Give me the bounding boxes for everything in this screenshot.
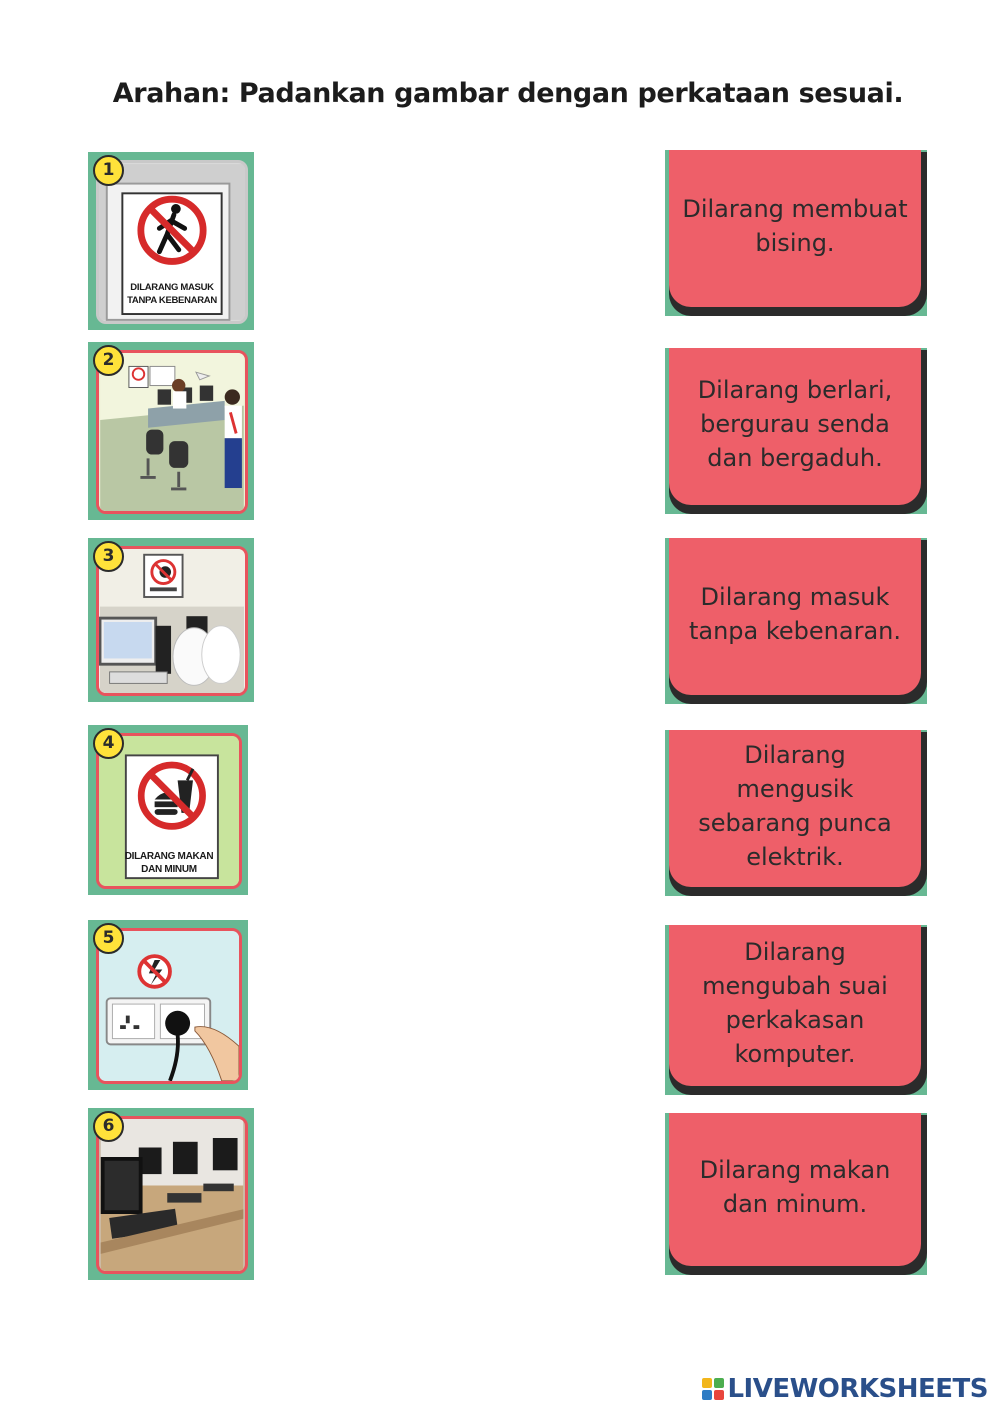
picture-5[interactable] <box>88 920 248 1090</box>
answer-card-2[interactable] <box>665 348 927 514</box>
number-badge: 4 <box>93 728 124 759</box>
answer-card-3[interactable] <box>665 538 927 704</box>
answer-card-1[interactable] <box>665 150 927 316</box>
logo-text: LIVEWORKSHEETS <box>727 1374 988 1404</box>
liveworksheets-logo <box>702 1374 988 1404</box>
computer-lab-scene <box>99 353 245 511</box>
number-badge: 6 <box>93 1111 124 1142</box>
answer-card-text: Dilarang makan dan minum. <box>699 1155 891 1218</box>
liveworksheets-logo-icon <box>702 1378 724 1400</box>
picture-2[interactable] <box>88 342 254 520</box>
answer-card-text: Dilarang mengubah suai perkakasan komputer. <box>702 937 888 1068</box>
no-noise-sign-icon <box>99 549 245 693</box>
answer-card-4[interactable] <box>665 730 927 896</box>
no-electric-sign-icon <box>99 931 239 1081</box>
picture-4[interactable] <box>88 725 248 895</box>
answer-card-text: Dilarang berlari, bergurau senda dan bergaduh. <box>697 375 893 472</box>
sign-label: DILARANG MAKAN DAN MINUM <box>124 851 214 875</box>
picture-6[interactable] <box>88 1108 254 1280</box>
answer-card-text: Dilarang membuat bising. <box>682 194 908 257</box>
answer-card-6[interactable] <box>665 1113 927 1275</box>
number-badge: 5 <box>93 923 124 954</box>
number-badge: 1 <box>93 155 124 186</box>
computer-desks-scene <box>99 1119 245 1271</box>
instruction-heading: Arahan: Padankan gambar dengan perkataan sesuai. <box>112 78 904 109</box>
answer-card-text: Dilarang mengusik sebarang punca elektrik. <box>698 740 892 871</box>
answer-card-text: Dilarang masuk tanpa kebenaran. <box>688 582 902 645</box>
picture-3[interactable] <box>88 538 254 702</box>
number-badge: 2 <box>93 345 124 376</box>
sign-label: DILARANG MASUK TANPA KEBENARAN <box>127 282 217 306</box>
picture-1[interactable] <box>88 152 254 330</box>
answer-card-5[interactable] <box>665 925 927 1095</box>
number-badge: 3 <box>93 541 124 572</box>
